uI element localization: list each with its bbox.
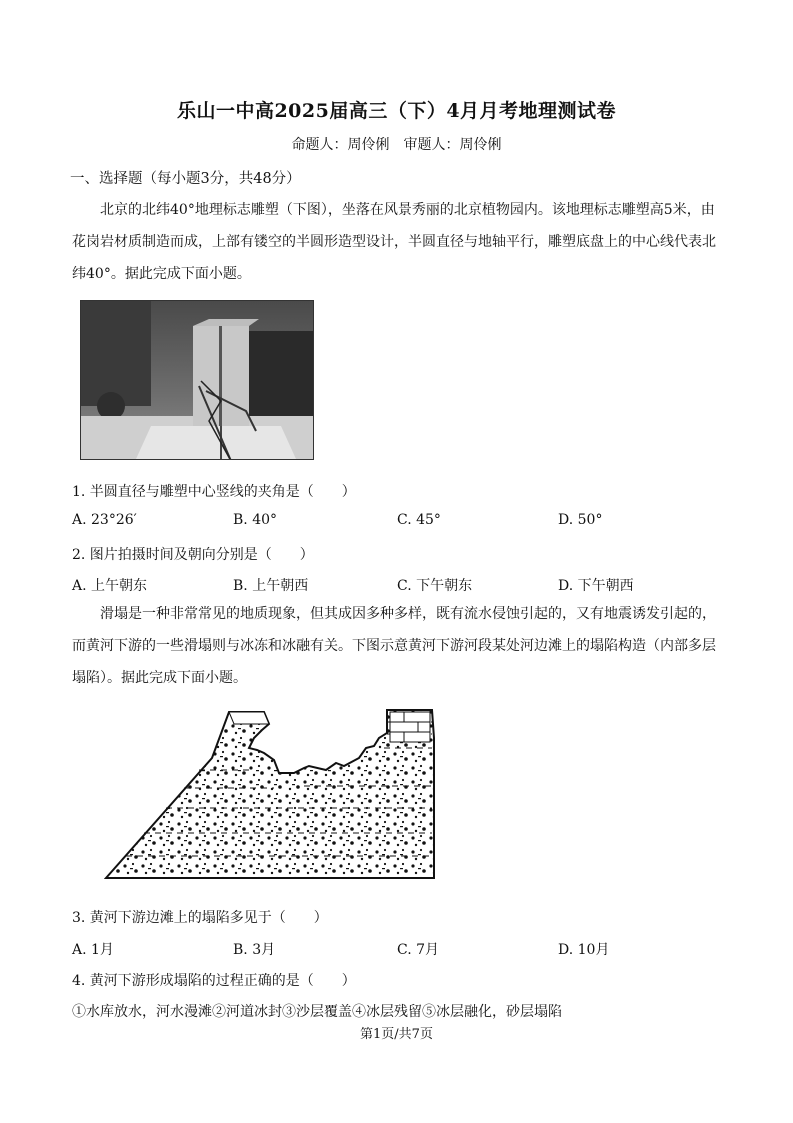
question-1-option-c[interactable]: C. 45° bbox=[397, 512, 441, 528]
passage-2: 滑塌是一种非常常见的地质现象，但其成因多种多样，既有流水侵蚀引起的，又有地震诱发引起的，而黄河下游的一些滑塌则与冰冻和冰融有关。下图示意黄河下游河段某处河边滩上的塌陷构造（内部多层塌陷）。据此完成下面小题。 bbox=[72, 606, 716, 686]
question-2-option-d[interactable]: D. 下午朝西 bbox=[558, 578, 634, 594]
question-4-sequence: ①水库放水，河水漫滩②河道冰封③沙层覆盖④冰层残留⑤冰层融化，砂层塌陷 bbox=[72, 1004, 562, 1020]
question-2-stem: 2. 图片拍摄时间及朝向分别是（ ） bbox=[72, 547, 314, 563]
question-3-option-b[interactable]: B. 3月 bbox=[233, 942, 276, 958]
question-3-option-a[interactable]: A. 1月 bbox=[72, 942, 114, 958]
question-3-option-c[interactable]: C. 7月 bbox=[397, 942, 440, 958]
exam-title: 乐山一中高2025届高三（下）4月月考地理测试卷 bbox=[176, 100, 617, 122]
section-heading: 一、选择题（每小题3分，共48分） bbox=[70, 171, 301, 187]
sculpture-photo-image bbox=[81, 301, 313, 459]
exam-authors: 命题人：周伶俐 审题人：周伶俐 bbox=[291, 137, 502, 153]
question-4-stem: 4. 黄河下游形成塌陷的过程正确的是（ ） bbox=[72, 973, 356, 989]
passage-1: 北京的北纬40°地理标志雕塑（下图），坐落在风景秀丽的北京植物园内。该地理标志雕塑高5米，由花岗岩材质制造而成，上部有镂空的半圆形造型设计，半圆直径与地轴平行，雕塑底盘上的中心线代表北纬40°。据此完成下面小题。 bbox=[72, 202, 716, 282]
question-1-option-d[interactable]: D. 50° bbox=[558, 512, 603, 528]
question-1-option-a[interactable]: A. 23°26′ bbox=[72, 512, 137, 528]
collapse-structure-diagram bbox=[104, 708, 440, 880]
question-1-option-b[interactable]: B. 40° bbox=[233, 512, 278, 528]
question-2-option-a[interactable]: A. 上午朝东 bbox=[72, 578, 148, 594]
question-2-option-c[interactable]: C. 下午朝东 bbox=[397, 578, 473, 594]
sculpture-photo bbox=[80, 300, 314, 460]
question-2-option-b[interactable]: B. 上午朝西 bbox=[233, 578, 309, 594]
collapse-structure-drawing bbox=[104, 708, 440, 880]
question-1-stem: 1. 半圆直径与雕塑中心竖线的夹角是（ ） bbox=[72, 484, 356, 500]
page-footer: 第1页/共7页 bbox=[360, 1027, 433, 1042]
question-3-stem: 3. 黄河下游边滩上的塌陷多见于（ ） bbox=[72, 910, 328, 926]
question-3-option-d[interactable]: D. 10月 bbox=[558, 942, 610, 958]
